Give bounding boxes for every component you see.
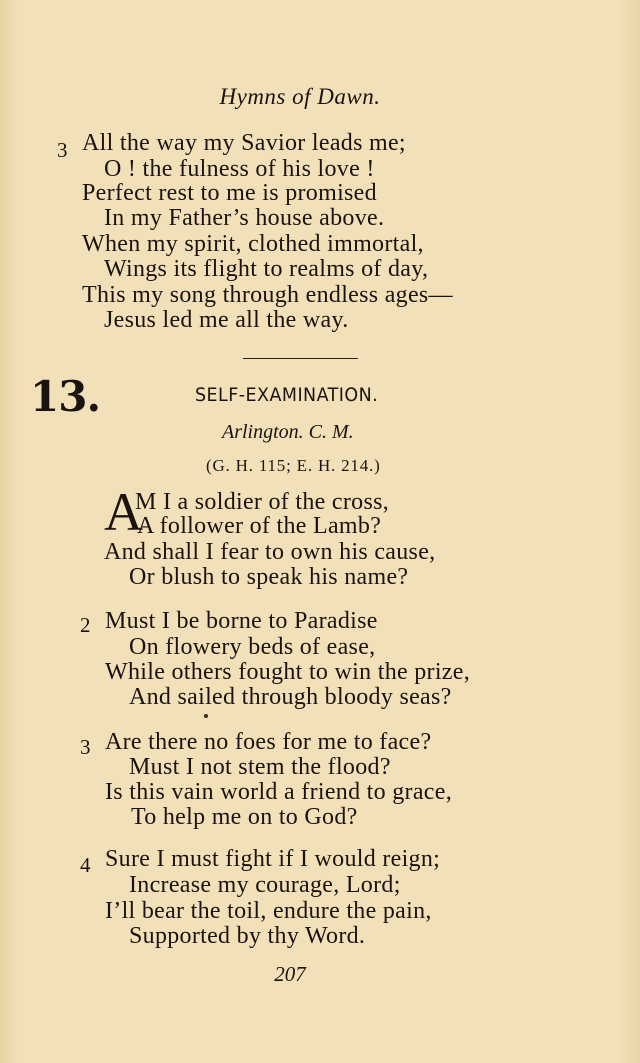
drop-cap: A xyxy=(104,482,143,542)
hymn-title: SELF-EXAMINATION. xyxy=(195,384,379,406)
verse-line: On flowery beds of ease, xyxy=(129,634,376,660)
verse-line: Wings its flight to realms of day, xyxy=(104,256,429,282)
hymnal-references: (G. H. 115; E. H. 214.) xyxy=(206,456,381,475)
verse-number: 2 xyxy=(80,613,91,637)
verse-line: Must I be borne to Paradise xyxy=(105,608,378,634)
verse-line: Are there no foes for me to face? xyxy=(105,729,432,755)
section-divider xyxy=(243,358,358,359)
verse-line: While others fought to win the prize, xyxy=(105,659,471,685)
verse-line: A follower of the Lamb? xyxy=(137,513,382,539)
verse-line: I’ll bear the toil, endure the pain, xyxy=(105,898,432,924)
verse-number: 4 xyxy=(80,853,91,877)
verse-line: Or blush to speak his name? xyxy=(129,564,409,590)
verse-line: Is this vain world a friend to grace, xyxy=(105,779,452,805)
verse-number: 3 xyxy=(80,735,91,759)
verse-line: This my song through endless ages— xyxy=(82,282,453,308)
verse-line: Perfect rest to me is promised xyxy=(82,180,377,206)
verse-line: In my Father’s house above. xyxy=(104,205,385,231)
running-header: Hymns of Dawn. xyxy=(219,84,381,109)
verse-line: And shall I fear to own his cause, xyxy=(104,539,436,565)
verse-number: 3 xyxy=(57,138,68,162)
verse-line: O ! the fulness of his love ! xyxy=(104,156,375,182)
hymn-number: 13. xyxy=(30,372,101,421)
verse-line: M I a soldier of the cross, xyxy=(135,489,390,515)
page-number: 207 xyxy=(274,962,306,986)
verse-line: When my spirit, clothed immortal, xyxy=(82,231,424,257)
verse-line: Jesus led me all the way. xyxy=(104,307,349,333)
verse-line: Supported by thy Word. xyxy=(129,923,366,949)
verse-line: Increase my courage, Lord; xyxy=(129,872,401,898)
verse-line: All the way my Savior leads me; xyxy=(82,130,406,156)
verse-line: And sailed through bloody seas? xyxy=(129,684,452,710)
verse-line: Must I not stem the flood? xyxy=(129,754,391,780)
tune-meter: Arlington. C. M. xyxy=(222,421,354,443)
verse-line: Sure I must fight if I would reign; xyxy=(105,846,441,872)
ink-speck xyxy=(204,714,208,718)
verse-line: To help me on to God? xyxy=(131,804,358,830)
